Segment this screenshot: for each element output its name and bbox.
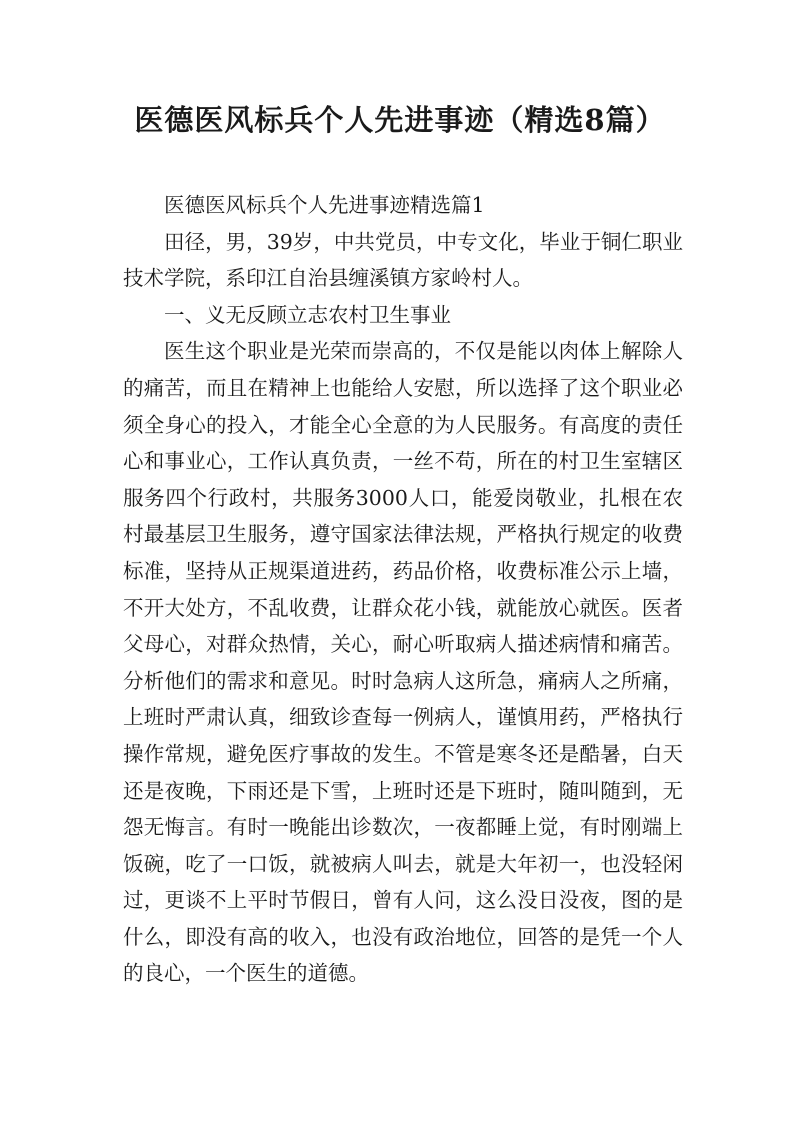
subsection-heading: 一、义无反顾立志农村卫生事业	[164, 302, 451, 327]
paragraph: 医生这个职业是光荣而崇高的，不仅是能以肉体上解除人的痛苦，而且在精神上也能给人安慰，所以选择了这个职业必须全身心的投入，才能全心全意的为人民服务。有高度的责任心和事业心，工作认真负责，一丝不苟，所在的村卫生室辖区服务四个行政村，共服务3000人口，能爱岗敬业，扎根在农村最基层卫生服务，遵守国家法律法规，严格执行规定的收费标准，坚持从正规渠道进药，药品价格，收费标准公示上墙，不开大处方，不乱收费，让群众花小钱，就能放心就医。医者父母心，对群众热情，关心，耐心听取病人描述病情和痛苦。分析他们的需求和意见。时时急病人这所急，痛病人之所痛，上班时严肃认真，细致诊查每一例病人，谨慎用药，严格执行操作常规，避免医疗事故的发生。不管是寒冬还是酷暑，白天还是夜晚，下雨还是下雪，上班时还是下班时，随叫随到，无怨无悔言。有时一晚能出诊数次，一夜都睡上觉，有时刚端上饭碗，吃了一口饭，就被病人叫去，就是大年初一，也没轻闲过，更谈不上平时节假日，曾有人问，这么没日没夜，图的是什么，即没有高的收入，也没有政治地位，回答的是凭一个人的良心，一个医生的道德。	[123, 339, 683, 986]
document-title: 医德医风标兵个人先进事迹（精选8篇）	[134, 103, 666, 137]
section-heading: 医德医风标兵个人先进事迹精选篇1	[164, 193, 485, 217]
document-body	[123, 187, 683, 992]
paragraph: 田径，男，39岁，中共党员，中专文化，毕业于铜仁职业技术学院，系印江自治县缠溪镇方家岭村人。	[123, 229, 683, 291]
